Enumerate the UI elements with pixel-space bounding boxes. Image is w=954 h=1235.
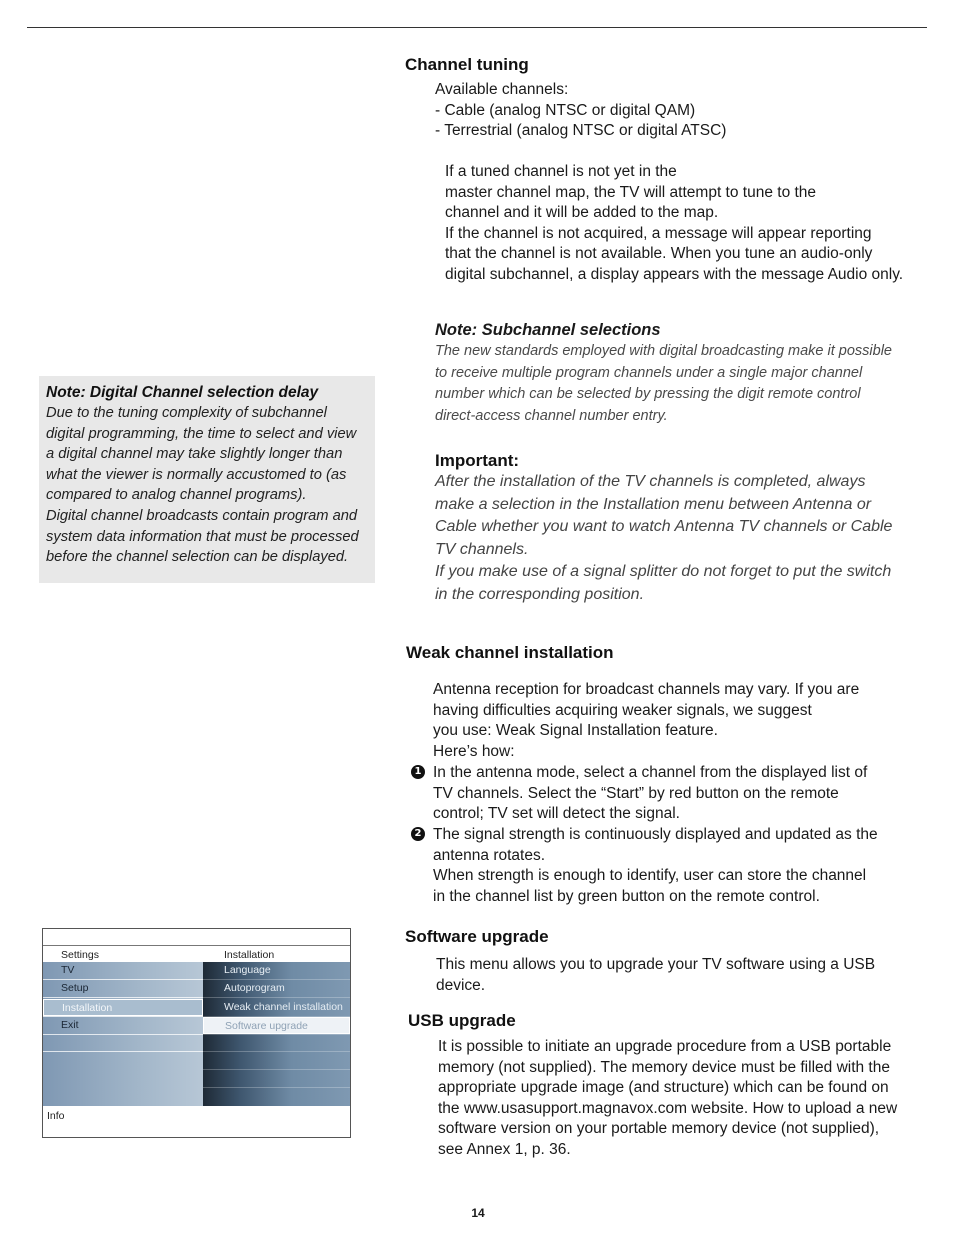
step-line: in the channel list by green button on the remote control. [433, 887, 820, 905]
usb-upgrade-body [438, 1037, 938, 1161]
body-line: It is possible to initiate an upgrade procedure from a USB portable [438, 1038, 892, 1055]
note-line: compared to analog channel programs). [46, 487, 307, 504]
menu-item-label: Setup [61, 982, 89, 994]
menu-item-tv[interactable] [43, 962, 203, 979]
body-line: memory (not supplied). The memory device must be filled with the [438, 1058, 890, 1076]
menu-separator [203, 1087, 350, 1088]
step-line: control; TV set will detect the signal. [433, 805, 680, 823]
digital-delay-note-box [39, 376, 375, 583]
important-line: If you make use of a signal splitter do not forget to put the switch [435, 563, 892, 580]
menu-item-setup[interactable] [43, 980, 203, 997]
para-line: If the channel is not acquired, a message will appear reporting [445, 224, 872, 242]
intro-line: Available channels: [435, 81, 569, 98]
menu-info-label: Info [47, 1110, 65, 1122]
important-body [435, 471, 935, 606]
channel-tuning-heading: Channel tuning [405, 55, 529, 74]
step-text [433, 763, 933, 825]
menu-right-header: Installation [224, 949, 275, 961]
note-line: digital programming, the time to select and view [46, 425, 357, 442]
menu-item-label: Exit [61, 1019, 79, 1031]
menu-separator [43, 997, 203, 998]
para-line: master channel map, the TV will attempt to tune to the [445, 183, 817, 201]
important-line: Cable whether you want to watch Antenna TV channels or Cable [435, 518, 893, 535]
intro-line: you use: Weak Signal Installation feature. [433, 722, 718, 740]
step-line: antenna rotates. [433, 846, 546, 864]
menu-item-weak-channel-installation[interactable] [203, 999, 350, 1016]
software-upgrade-heading: Software upgrade [405, 927, 549, 946]
menu-separator [43, 1034, 203, 1035]
note-line: The new standards employed with digital broadcasting make it possible [435, 343, 892, 359]
intro-line: Antenna reception for broadcast channels may vary. If you are [433, 681, 860, 698]
menu-item-label: Installation [62, 1002, 113, 1014]
step-text [433, 825, 933, 907]
step-line: In the antenna mode, select a channel from the displayed list of [433, 764, 868, 781]
note-line: before the channel selection can be displayed. [46, 549, 349, 566]
note-line: to receive multiple program channels under a single major channel [435, 364, 863, 381]
menu-item-software-upgrade[interactable] [203, 1017, 350, 1034]
digital-delay-note-body [46, 403, 368, 568]
para-line: channel and it will be added to the map. [445, 204, 719, 222]
note-line: Digital channel broadcasts contain program and [46, 507, 358, 524]
para-line: If a tuned channel is not yet in the [445, 163, 677, 180]
menu-item-exit[interactable] [43, 1017, 203, 1034]
important-line: in the corresponding position. [435, 585, 645, 603]
menu-left-header: Settings [61, 949, 99, 961]
menu-item-label: TV [61, 964, 75, 976]
note-line: number which can be selected by pressing the digit remote control [435, 386, 861, 402]
subchannel-note-heading: Note: Subchannel selections [435, 321, 661, 339]
note-line: Due to the tuning complexity of subchannel [46, 405, 327, 421]
weak-channel-intro [433, 680, 933, 762]
important-line: TV channels. [435, 540, 529, 558]
intro-line: - Terrestrial (analog NTSC or digital ATSC) [435, 122, 727, 140]
menu-item-installation[interactable] [43, 999, 203, 1016]
channel-tuning-paragraph [445, 162, 945, 286]
channel-tuning-intro [435, 80, 935, 142]
para-line: digital subchannel, a display appears with the message Audio only. [445, 265, 904, 283]
note-line: a digital channel may take slightly longer than [46, 446, 343, 463]
important-heading: Important: [435, 451, 520, 470]
menu-separator [43, 1051, 203, 1052]
menu-separator [203, 1051, 350, 1052]
menu-item-label: Software upgrade [225, 1020, 308, 1032]
intro-line: having difficulties acquiring weaker signals, we suggest [433, 701, 812, 719]
para-line: that the channel is not available. When you tune an audio-only [445, 245, 873, 263]
step-number-badge: 2 [411, 827, 425, 841]
subchannel-note-body [435, 341, 935, 427]
body-line: software version on your portable memory device (not supplied), [438, 1120, 880, 1138]
menu-item-label: Weak channel installation [224, 1001, 343, 1013]
usb-upgrade-heading: USB upgrade [408, 1011, 516, 1030]
intro-line: Here’s how: [433, 742, 515, 760]
menu-item-label: Language [224, 964, 271, 976]
software-upgrade-body [436, 955, 936, 996]
important-line: make a selection in the Installation menu between Antenna or [435, 495, 872, 513]
digital-delay-note-heading: Note: Digital Channel selection delay [46, 384, 319, 401]
intro-line: - Cable (analog NTSC or digital QAM) [435, 101, 696, 119]
step-line: When strength is enough to identify, user can store the channel [433, 867, 867, 885]
body-line: device. [436, 976, 486, 994]
page-number: 14 [471, 1206, 485, 1220]
menu-item-language[interactable] [203, 962, 350, 979]
menu-item-autoprogram[interactable] [203, 980, 350, 997]
menu-separator [203, 1034, 350, 1035]
menu-item-label: Autoprogram [224, 982, 285, 994]
important-line: After the installation of the TV channels is completed, always [435, 473, 866, 490]
menu-separator [203, 997, 350, 998]
body-line: appropriate upgrade image (and structure) which can be found on [438, 1079, 889, 1097]
menu-separator [203, 1069, 350, 1070]
body-line: This menu allows you to upgrade your TV software using a USB [436, 956, 876, 973]
top-rule [27, 27, 927, 28]
tv-menu-screenshot [42, 928, 351, 1138]
step-line: The signal strength is continuously displayed and updated as the [433, 826, 878, 843]
body-line: see Annex 1, p. 36. [438, 1140, 571, 1158]
menu-top-bar [43, 929, 350, 946]
body-line: the www.usasupport.magnavox.com website. How to upload a new [438, 1099, 898, 1117]
weak-channel-heading: Weak channel installation [406, 643, 614, 662]
step-number-badge: 1 [411, 765, 425, 779]
note-line: what the viewer is normally accustomed to (as [46, 466, 347, 483]
step-line: TV channels. Select the “Start” by red button on the remote [433, 784, 839, 802]
note-line: direct-access channel number entry. [435, 407, 668, 424]
note-line: system data information that must be processed [46, 528, 359, 545]
